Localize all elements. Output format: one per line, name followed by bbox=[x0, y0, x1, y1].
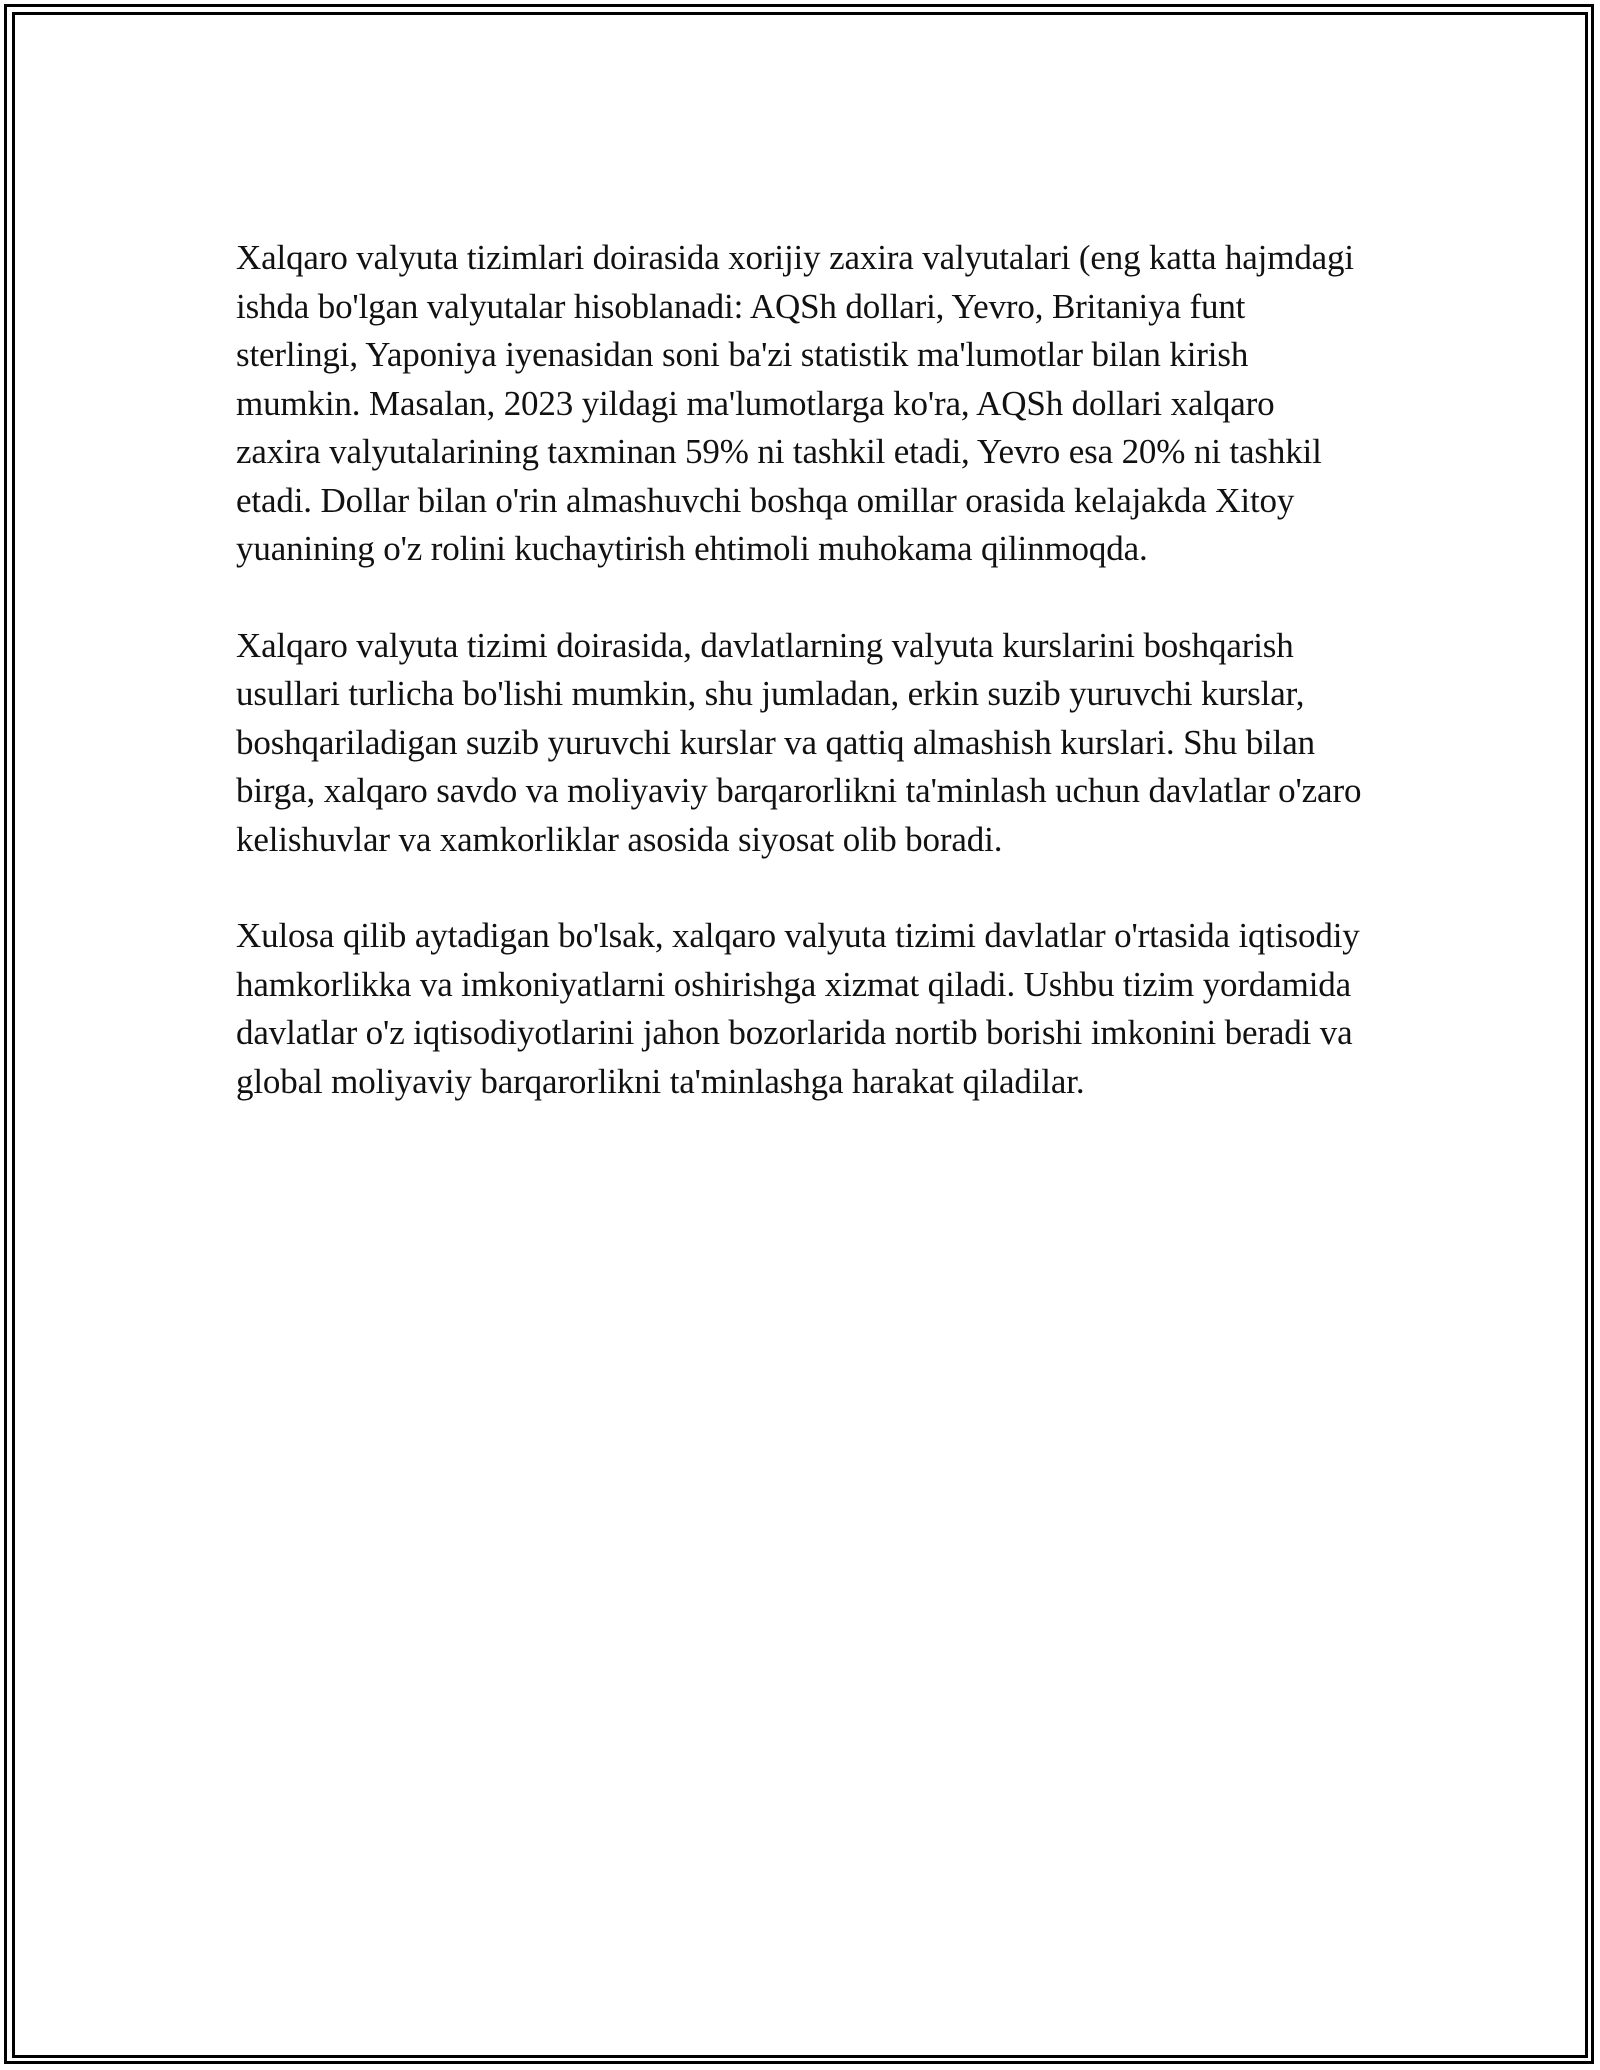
paragraph-reserve-currencies: Xalqaro valyuta tizimlari doirasida xorijiy zaxira valyutalari (eng katta hajmdagi ishda bo'lgan valyutalar hisoblanadi: AQSh dollari, Yevro, Britaniya funt sterlingi, Yaponiya iyenasidan soni ba'zi statistik ma'lumotlar bilan kirish mumkin. Masalan, 2023 yildagi ma'lumotlarga ko'ra, AQSh dollari xalqaro zaxira valyutalarining taxminan 59% ni tashkil etadi, Yevro esa 20% ni tashkil etadi. Dollar bilan o'rin almashuvchi boshqa omillar orasida kelajakda Xitoy yuanining o'z rolini kuchaytirish ehtimoli muhokama qilinmoqda. bbox=[236, 238, 1354, 568]
paragraph-exchange-rate-regimes: Xalqaro valyuta tizimi doirasida, davlatlarning valyuta kurslarini boshqarish usullari turlicha bo'lishi mumkin, shu jumladan, erkin suzib yuruvchi kurslar, boshqariladigan suzib yuruvchi kurslar va qattiq almashish kurslari. Shu bilan birga, xalqaro savdo va moliyaviy barqarorlikni ta'minlash uchun davlatlar o'zaro kelishuvlar va xamkorliklar asosida siyosat olib boradi. bbox=[236, 625, 1362, 859]
document-body bbox=[236, 234, 1366, 1154]
paragraph-conclusion: Xulosa qilib aytadigan bo'lsak, xalqaro valyuta tizimi davlatlar o'rtasida iqtisodiy hamkorlikka va imkoniyatlarni oshirishga xizmat qiladi. Ushbu tizim yordamida davlatlar o'z iqtisodiyotlarini jahon bozorlarida nortib borishi imkonini beradi va global moliyaviy barqarorlikni ta'minlashga harakat qiladilar. bbox=[236, 916, 1360, 1101]
